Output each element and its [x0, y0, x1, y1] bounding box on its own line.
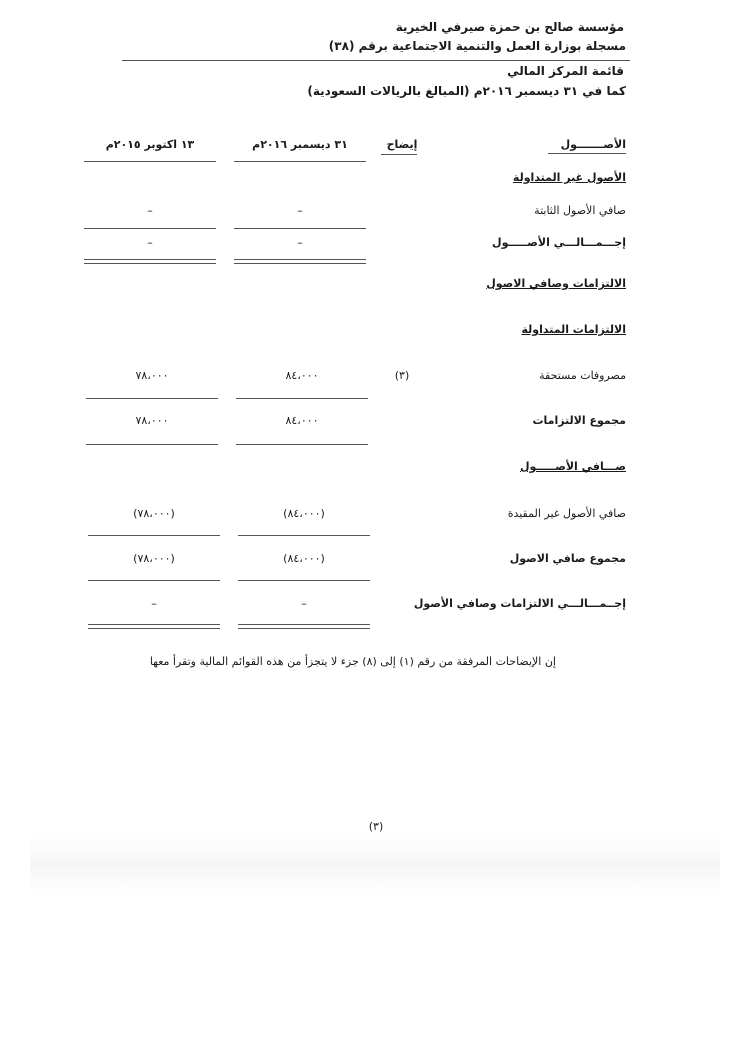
row-value-current: – [297, 204, 303, 217]
row-value-prior: – [147, 236, 153, 249]
statement-title: قائمة المركز المالي [507, 64, 624, 78]
total-double-line [238, 624, 370, 629]
note-header-underline [381, 154, 417, 155]
subtotal-line [234, 228, 366, 229]
subtotal-line [238, 535, 370, 536]
scan-shadow [30, 835, 720, 895]
total-liabilities-net-assets-label: إجــمـــالـــي الالتزامات وصافي الأصول [413, 597, 626, 610]
total-double-line [234, 259, 366, 264]
total-double-line [84, 259, 216, 264]
liabilities-net-assets-heading: الالتزامات وصافي الاصول [486, 277, 626, 290]
assets-heading: الأصـــــــول [560, 138, 626, 151]
row-value-current: – [301, 597, 307, 610]
financial-statements-footnote: إن الإيضاحات المرفقة من رقم (١) إلى (٨) جزء لا يتجزأ من هذه القوائم المالية وتقرأ معها [149, 655, 556, 668]
row-value-prior: (٧٨،٠٠٠) [133, 507, 175, 520]
subtotal-line [88, 580, 220, 581]
row-value-prior: – [147, 204, 153, 217]
prior-header-underline [84, 161, 216, 162]
assets-heading-underline [548, 153, 626, 154]
header-divider [122, 60, 630, 61]
row-value-prior: – [151, 597, 157, 610]
subtotal-line [238, 580, 370, 581]
note-column-header: إيضاح [386, 138, 418, 151]
subtotal-line [84, 228, 216, 229]
prior-period-header: ١٣ اكتوبر ٢٠١٥م [105, 138, 195, 151]
row-value-prior: ٧٨،٠٠٠ [135, 369, 169, 382]
subtotal-line [86, 444, 218, 445]
row-label: صافي الأصول الثابتة [534, 204, 626, 217]
row-label: صافي الأصول غير المقيدة [507, 507, 626, 520]
net-assets-heading: صـــافي الأصـــــول [519, 460, 626, 473]
total-double-line [88, 624, 220, 629]
current-liabilities-heading: الالتزامات المتداولة [521, 323, 626, 336]
page-number: (٣) [368, 820, 384, 833]
current-period-header: ٣١ ديسمبر ٢٠١٦م [252, 138, 348, 151]
total-net-assets-label: مجموع صافي الاصول [509, 552, 626, 565]
subtotal-line [236, 444, 368, 445]
row-value-current: (٨٤،٠٠٠) [283, 507, 325, 520]
row-value-current: ٨٤،٠٠٠ [285, 369, 319, 382]
row-value-current: – [297, 236, 303, 249]
subtotal-line [86, 398, 218, 399]
subtotal-line [236, 398, 368, 399]
noncurrent-assets-heading: الأصول غير المتداولة [512, 171, 626, 184]
organization-name: مؤسسة صالح بن حمزة صيرفي الخيرية [395, 20, 624, 34]
row-value-prior: ٧٨،٠٠٠ [135, 414, 169, 427]
statement-date: كما في ٣١ ديسمبر ٢٠١٦م (المبالغ بالريالات السعودية) [307, 84, 626, 98]
row-value-current: (٨٤،٠٠٠) [283, 552, 325, 565]
row-note-ref: (٣) [394, 369, 410, 382]
registration-line: مسجلة بوزارة العمل والتنمية الاجتماعية برقم (٣٨) [328, 39, 626, 53]
current-header-underline [234, 161, 366, 162]
total-liabilities-label: مجموع الالتزامات [532, 414, 626, 427]
row-value-prior: (٧٨،٠٠٠) [133, 552, 175, 565]
row-value-current: ٨٤،٠٠٠ [285, 414, 319, 427]
total-assets-label: إجـــمـــالـــي الأصـــــول [492, 236, 626, 249]
subtotal-line [88, 535, 220, 536]
row-label: مصروفات مستحقة [539, 369, 626, 382]
